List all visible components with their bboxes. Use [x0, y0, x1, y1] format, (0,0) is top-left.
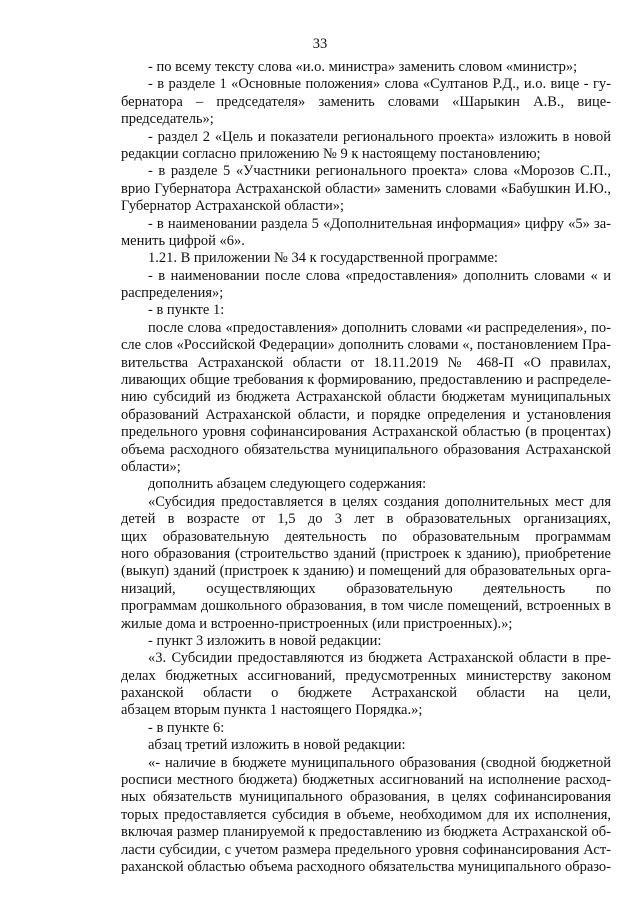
- text-line: вительства Астраханской области от 18.11.2019 № 468-П «О правилах,: [121, 354, 611, 371]
- text-line: программам дошкольного образования, в том числе помещений, встроенных в: [121, 598, 611, 615]
- text-line: (выкуп) зданий (пристроек к зданию) и помещений для образовательных орга-: [121, 563, 611, 580]
- text-line: - в наименовании раздела 5 «Дополнительная информация» цифру «5» за-: [148, 215, 611, 232]
- text-line: ливающих общие требования к формированию, предоставлению и распределе-: [121, 372, 611, 389]
- text-line: врио Губернатора Астраханской области» заменить словами «Бабушкин И.Ю.,: [121, 180, 611, 197]
- text-line: ных обязательств муниципального образования, в целях софинансирования: [121, 789, 611, 806]
- text-line: торых предоставляется субсидия в объеме, необходимом для их исполнения,: [121, 806, 611, 823]
- text-line: абзацем вторым пункта 1 настоящего Порядка.»;: [121, 702, 423, 719]
- text-line: щих образовательную деятельность по образовательным программам: [121, 528, 611, 545]
- text-line: предельного уровня софинансирования Астраханской областью (в процентах): [121, 424, 611, 441]
- text-line: детей в возрасте от 1,5 до 3 лет в образовательных организациях,: [121, 511, 611, 528]
- text-line: жилые дома и встроенно-пристроенных (или пристроенных).»;: [121, 615, 513, 632]
- text-line: редакции согласно приложению № 9 к настоящему постановлению;: [121, 145, 541, 162]
- text-line: дополнить абзацем следующего содержания:: [148, 476, 427, 493]
- text-line: образований Астраханской области, и порядке определения и установления: [121, 406, 611, 423]
- text-line: объема расходного обязательства муниципального образования Астраханской: [121, 441, 611, 458]
- text-line: Губернатор Астраханской области»;: [121, 198, 344, 215]
- text-line: «- наличие в бюджете муниципального образования (сводной бюджетной: [148, 754, 611, 771]
- text-line: росписи местного бюджета) бюджетных ассигнований на исполнение расход-: [121, 772, 611, 789]
- text-line: - в пункте 1:: [148, 302, 225, 319]
- text-line: - в наименовании после слова «предоставления» дополнить словами « и: [148, 267, 611, 284]
- text-line: раханской области о бюджете Астраханской области на цели,: [121, 685, 611, 702]
- text-line: - раздел 2 «Цель и показатели регионального проекта» изложить в новой: [148, 128, 611, 145]
- text-line: - в пункте 6:: [148, 719, 225, 736]
- page-number: 33: [312, 36, 328, 52]
- text-line: после слова «предоставления» дополнить словами «и распределения», по-: [148, 319, 611, 336]
- text-line: абзац третий изложить в новой редакции:: [148, 737, 406, 754]
- text-line: нию субсидий из бюджета Астраханской области бюджетам муниципальных: [121, 389, 611, 406]
- text-line: 1.21. В приложении № 34 к государственной программе:: [148, 250, 498, 267]
- text-line: ного образования (строительство зданий (пристроек к зданию), приобретение: [121, 545, 611, 562]
- text-line: председатель»;: [121, 111, 214, 128]
- text-line: - в разделе 1 «Основные положения» слова «Султанов Р.Д., и.о. вице - гу-: [148, 76, 611, 93]
- text-line: - по всему тексту слова «и.о. министра» заменить словом «министр»;: [148, 59, 578, 75]
- text-line: «3. Субсидии предоставляются из бюджета Астраханской области в пре-: [148, 650, 611, 667]
- text-line: низаций, осуществляющих образовательную деятельность по: [121, 580, 611, 597]
- text-line: области»;: [121, 458, 181, 475]
- document-body: [121, 59, 611, 876]
- text-line: включая размер планируемой к предоставлению из бюджета Астраханской об-: [121, 824, 611, 841]
- text-line: раханской областью объема расходного обязательства муниципального образо-: [121, 858, 611, 875]
- text-line: сле слов «Российской Федерации» дополнить словами «, постановлением Пра-: [121, 337, 611, 354]
- text-line: менить цифрой «6».: [121, 232, 245, 249]
- text-line: ласти субсидии, с учетом размера предельного уровня софинансирования Аст-: [121, 841, 611, 858]
- text-line: делах бюджетных ассигнований, предусмотренных министерству законом: [121, 667, 611, 684]
- text-line: «Субсидия предоставляется в целях создания дополнительных мест для: [148, 493, 611, 510]
- text-line: - в разделе 5 «Участники регионального проекта» слова «Морозов С.П.,: [148, 163, 611, 180]
- text-line: - пункт 3 изложить в новой редакции:: [148, 632, 382, 649]
- text-line: бернатора – председателя» заменить словами «Шарыкин А.В., вице-: [121, 93, 611, 110]
- text-line: распределения»;: [121, 285, 224, 302]
